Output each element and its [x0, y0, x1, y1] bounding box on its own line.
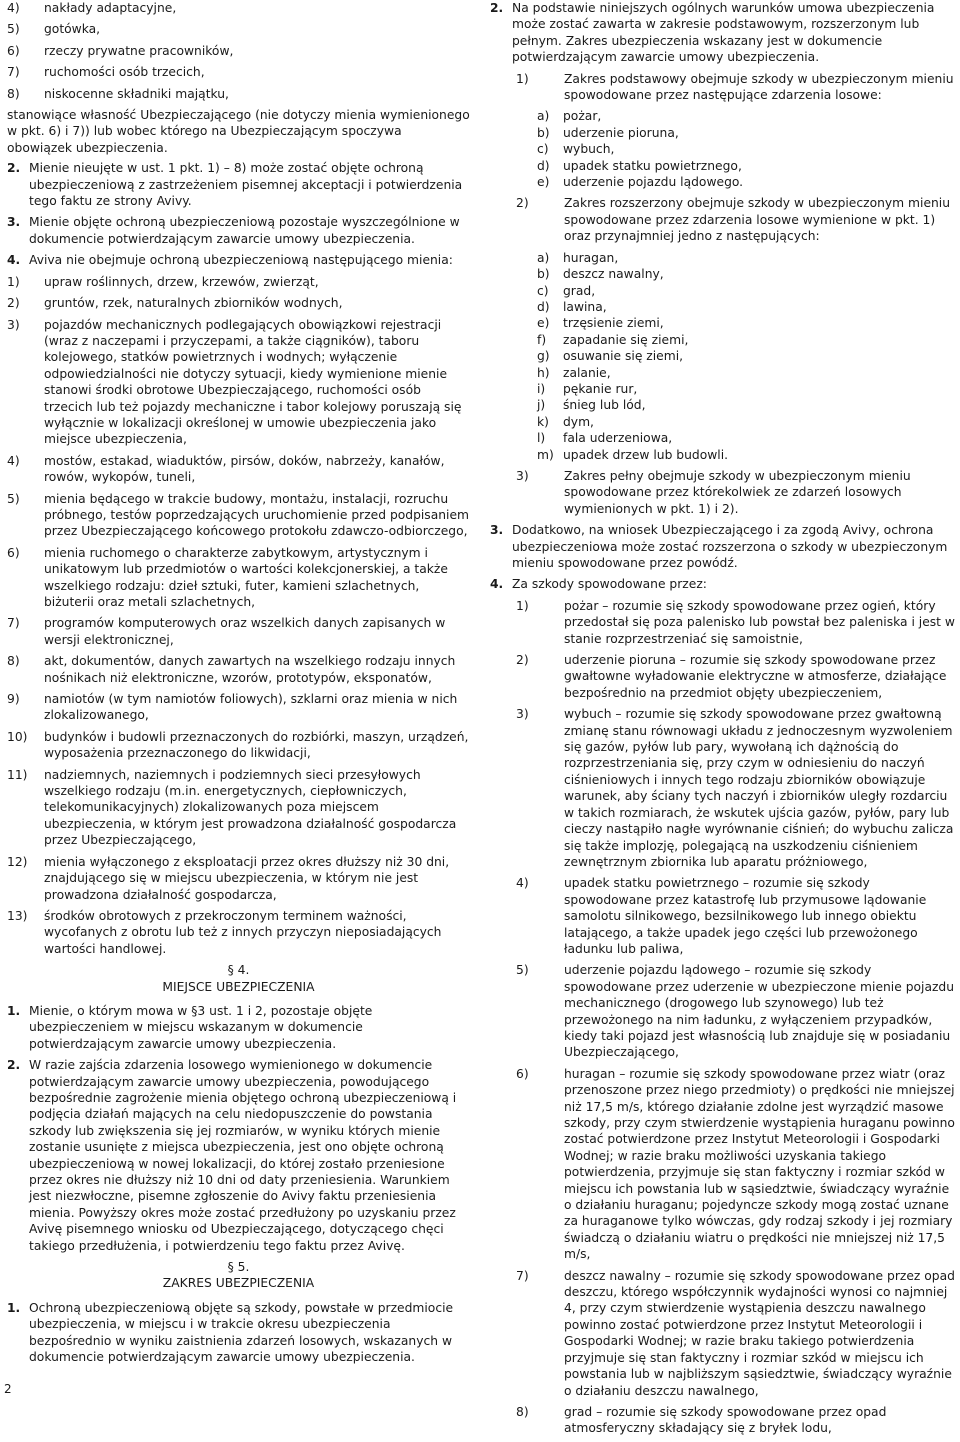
event-item: [537, 299, 955, 315]
item-number: 3): [516, 468, 529, 483]
item-text: deszcz nawalny,: [563, 267, 664, 282]
item-text: pożar – rozumie się szkody spowodowane przez ogień, który przedostał się poza palenisko lub powstał bez paleniska i jest w stanie rozprzestrzeniać się samoistnie,: [564, 598, 955, 646]
item-text: trzęsienie ziemi,: [563, 316, 664, 331]
exclusion-item: [7, 653, 470, 686]
section-paragraph: [7, 252, 470, 268]
item-text: Mienie, o którym mowa w §3 ust. 1 i 2, pozostaje objęte ubezpieczeniem w miejscu wskazanym w dokumencie potwierdzającym zawarcie umowy ubezpieczenia.: [29, 1003, 373, 1051]
item-number: 2): [516, 196, 529, 211]
item-text: deszcz nawalny – rozumie się szkody spowodowane przez opad deszczu, którego współczynnik wydajności wynosi co najmniej 4, przy czym stwierdzenie wystąpienia deszczu nawalnego powinno zostać potwierdzone przez Instytut Meteorologii i Gospodarki Wodnej; w razie braku takiego potwierdzenia przyjmuje się stan faktyczny i rozmiar szkód w miejscu ich powstania lub w najbliższym sąsiedztwie, świadczący wyraźnie o działaniu deszczu nawalnego,: [564, 1268, 955, 1398]
definition-item: [516, 706, 955, 870]
exclusion-item: [7, 453, 470, 486]
item-number: b): [537, 125, 550, 140]
item-number: d): [537, 158, 550, 173]
ownership-paragraph: stanowiące własność Ubezpieczającego (nie dotyczy mienia wymienionego w pkt. 6) i 7)) lub wobec którego na Ubezpieczającym spoczywa obowiązek ubezpieczenia.: [7, 108, 470, 155]
full-scope-item: [516, 468, 955, 517]
section-paragraph: [7, 160, 470, 209]
item-text: wybuch,: [563, 142, 615, 157]
event-item: [537, 174, 955, 190]
item-text: gruntów, rzek, naturalnych zbiorników wodnych,: [44, 296, 343, 311]
left-column: [7, 0, 470, 1370]
item-number: g): [537, 349, 550, 364]
definition-item: [516, 962, 955, 1060]
item-text: Zakres rozszerzony obejmuje szkody w ubezpieczonym mieniu spowodowane przez zdarzenia losowe wymienione w pkt. 1) oraz przynajmniej jedno z następujących:: [564, 196, 951, 244]
item-text: zalanie,: [563, 365, 611, 380]
exclusion-item: [7, 295, 470, 311]
definition-item: [516, 1066, 955, 1263]
item-number: 11): [7, 767, 28, 782]
event-item: [537, 348, 955, 364]
item-text: programów komputerowych oraz wszelkich danych zapisanych w wersji elektronicznej,: [44, 616, 446, 647]
section-text: Na podstawie niniejszych ogólnych warunków umowa ubezpieczenia może zostać zawarta w zakresie podstawowym, rozszerzonym lub pełnym. Zakres ubezpieczenia wskazany jest w dokumencie potwierdzającym zawarcie umowy ubezpieczenia.: [512, 1, 935, 65]
section-text: Za szkody spowodowane przez:: [512, 577, 707, 592]
item-number: e): [537, 316, 550, 331]
list-item: [7, 64, 470, 80]
event-item: [537, 266, 955, 282]
exclusion-item: [7, 908, 470, 957]
item-number: 6): [516, 1066, 529, 1081]
exclusion-item: [7, 491, 470, 540]
event-item: [537, 141, 955, 157]
section-number: 2.: [490, 1, 504, 15]
item-text: mostów, estakad, wiaduktów, pirsów, doków, nabrzeży, kanałów, rowów, wykopów, tuneli,: [44, 453, 445, 485]
item-number: 2): [516, 653, 529, 668]
item-text: uderzenie pioruna,: [563, 125, 679, 140]
definition-item: [516, 652, 955, 701]
item-text: lawina,: [563, 299, 607, 314]
item-number: 4.: [7, 253, 21, 268]
event-item: [537, 447, 955, 463]
event-item: [537, 430, 955, 446]
item-number: i): [537, 381, 546, 396]
item-text: Zakres pełny obejmuje szkody w ubezpieczonym mieniu spowodowane przez którekolwiek ze zdarzeń losowych wymienionych w pkt. 1) i 2).: [564, 468, 911, 516]
item-text: niskocenne składniki majątku,: [44, 86, 229, 101]
item-number: 3.: [7, 215, 21, 230]
item-text: W razie zajścia zdarzenia losowego wymienionego w dokumencie potwierdzającym zawarcie umowy ubezpieczenia, powodującego bezpośrednie zagrożenie mienia objętego ochroną ubezpieczeniową i podjęcia działań mających na celu niedopuszczenie do powstania szkody lub zwiększenia się jej rozmiarów, w wyniku których mienie zostanie usunięte z miejsca ubezpieczenia, jest ono objęte ochroną ubezpieczeniową w nowej lokalizacji, do której zostało przeniesione przez okres nie dłuższy niż 10 dni od daty przeniesienia. Warunkiem jest niezwłoczne, pisemne zgłoszenie do Avivy faktu przeniesienia mienia. Powyższy okres może zostać przedłużony po uzyskaniu przez Avivę pisemnego wniosku od Ubezpieczającego, dotyczącego chęci takiego przedłużenia, i potwierdzeniu tego faktu przez Avivę.: [29, 1058, 457, 1253]
event-item: [537, 397, 955, 413]
item-number: 3): [7, 317, 20, 332]
item-number: 4): [7, 1, 20, 15]
item-number: b): [537, 267, 550, 282]
event-item: [537, 332, 955, 348]
item-text: zapadanie się ziemi,: [563, 332, 689, 347]
section-4-heading: [7, 962, 470, 995]
excluded-property-list: [7, 274, 470, 957]
item-number: 1): [516, 71, 529, 86]
definition-item: [516, 875, 955, 957]
item-number: 6): [7, 43, 20, 58]
exclusion-item: [7, 767, 470, 849]
event-item: [537, 250, 955, 266]
item-number: h): [537, 365, 550, 380]
item-number: f): [537, 332, 547, 347]
section-5-title: ZAKRES UBEZPIECZENIA: [162, 1276, 315, 1291]
item-number: 6): [7, 545, 20, 560]
event-item: [537, 283, 955, 299]
definition-item: [516, 1268, 955, 1399]
item-number: m): [537, 447, 554, 462]
section-5-number: § 5.: [227, 1260, 250, 1275]
item-number: 1.: [7, 1003, 21, 1018]
item-number: 2.: [7, 1058, 21, 1073]
item-number: j): [537, 398, 546, 413]
item-text: osuwanie się ziemi,: [563, 349, 684, 364]
item-text: pojazdów mechanicznych podlegających obowiązkowi rejestracji (wraz z naczepami i przyczepami, a także ciągników), taboru kolejowego, statków powietrznych i wodnych; wyłączenie odpowiedzialności nie dotyczy sytuacji, kiedy wymienione mienie stanowi środki obrotowe Ubezpieczającego, ruchomości osób trzecich lub też pojazdy mechaniczne i tabor kolejowy poruszają się wyłącznie w lokalizacji określonej w umowie ubezpieczenia jako miejsce ubezpieczenia,: [44, 317, 462, 447]
event-item: [537, 158, 955, 174]
section-paragraph: [7, 214, 470, 247]
event-item: [537, 365, 955, 381]
item-text: mienia ruchomego o charakterze zabytkowym, artystycznym i unikatowym lub przedmiotów o wartości kolekcjonerskiej, a także wszelkiego rodzaju: dzieł sztuki, futer, kamieni szlachetnych, biżuterii oraz metali szlachetnych,: [44, 545, 448, 609]
item-text: Mienie nieujęte w ust. 1 pkt. 1) – 8) może zostać objęte ochroną ubezpieczeniową z zastrzeżeniem pisemnej akceptacji i potwierdzenia tego faktu ze strony Avivy.: [29, 161, 463, 209]
exclusion-item: [7, 691, 470, 724]
section-text: Dodatkowo, na wniosek Ubezpieczającego i za zgodą Avivy, ochrona ubezpieczeniowa może zostać rozszerzona o szkody w ubezpieczonym mieniu spowodowane przez powódź.: [512, 523, 948, 570]
item-number: c): [537, 283, 549, 298]
exclusion-item: [7, 854, 470, 903]
item-number: 4): [516, 876, 529, 891]
item-number: a): [537, 109, 550, 124]
item-text: nakłady adaptacyjne,: [44, 1, 177, 15]
exclusion-item: [7, 545, 470, 611]
section-paragraph: [7, 1300, 470, 1366]
item-text: akt, dokumentów, danych zawartych na wszelkiego rodzaju innych nośnikach niż elektroniczne, wzorów, prototypów, eksponatów,: [44, 654, 456, 685]
section-3: [490, 522, 955, 571]
item-text: śnieg lub lód,: [563, 398, 646, 413]
exclusion-item: [7, 274, 470, 290]
item-text: gotówka,: [44, 22, 101, 37]
list-item: [7, 21, 470, 37]
item-text: Mienie objęte ochroną ubezpieczeniową pozostaje wyszczególnione w dokumencie potwierdzającym zawarcie umowy ubezpieczenia.: [29, 215, 460, 246]
item-text: budynków i budowli przeznaczonych do rozbiórki, maszyn, urządzeń, wyposażenia przeznaczonego do likwidacji,: [44, 729, 469, 761]
item-text: namiotów (w tym namiotów foliowych), szklarni oraz mienia w nich zlokalizowanego,: [44, 692, 458, 723]
right-column: [490, 0, 955, 1442]
section-5-heading: [7, 1259, 470, 1292]
paragraph-3-sections: [7, 160, 470, 268]
item-number: 2.: [7, 161, 21, 176]
event-item: [537, 414, 955, 430]
item-text: pękanie rur,: [563, 381, 638, 396]
page-number: 2: [4, 1382, 12, 1396]
definition-item: [516, 1404, 955, 1437]
item-text: pożar,: [563, 109, 602, 124]
exclusion-item: [7, 615, 470, 648]
item-text: upraw roślinnych, drzew, krzewów, zwierząt,: [44, 274, 319, 289]
event-item: [537, 108, 955, 124]
item-text: dym,: [563, 414, 594, 429]
item-number: 7): [7, 616, 20, 631]
list-item: [7, 43, 470, 59]
event-definitions-list: [490, 598, 955, 1437]
item-text: mienia wyłączonego z eksploatacji przez okres dłuższy niż 30 dni, znajdującego się w miejscu ubezpieczenia, w którym nie jest prowadzona działalność gospodarcza,: [44, 854, 450, 902]
item-text: fala uderzeniowa,: [563, 431, 673, 446]
event-item: [537, 315, 955, 331]
item-text: Ochroną ubezpieczeniową objęte są szkody, powstałe w przedmiocie ubezpieczenia, w miejscu i w trakcie okresu ubezpieczenia bezpośrednio w wyniku zaistnienia zdarzeń losowych, wskazanych w dokumencie potwierdzającym zawarcie umowy ubezpieczenia.: [29, 1300, 454, 1365]
extended-scope-item: [516, 195, 955, 244]
item-number: 5): [516, 963, 529, 978]
list-item: [7, 0, 470, 16]
item-number: 8): [516, 1404, 529, 1419]
item-number: a): [537, 250, 550, 265]
item-number: 8): [7, 654, 20, 669]
item-text: grad – rozumie się szkody spowodowane przez opad atmosferyczny składający się z bryłek lodu,: [564, 1404, 887, 1436]
section-4-number: § 4.: [227, 963, 250, 978]
basic-scope-item: [516, 71, 955, 104]
item-text: Aviva nie obejmuje ochroną ubezpieczeniową następującego mienia:: [29, 253, 453, 268]
item-text: ruchomości osób trzecich,: [44, 65, 205, 80]
item-number: 2): [7, 296, 20, 311]
item-text: uderzenie pojazdu lądowego.: [563, 175, 744, 190]
event-item: [537, 381, 955, 397]
item-number: 10): [7, 729, 28, 744]
item-text: upadek drzew lub budowli.: [563, 447, 729, 462]
section-paragraph: [7, 1003, 470, 1052]
item-text: wybuch – rozumie się szkody spowodowane przez gwałtowną zmianę stanu równowagi układu z jednoczesnym wyzwoleniem się gazów, pyłów lub pary, wywołaną ich dążnością do rozprzestrzeniania się, przy czym w odniesieniu do naczyń ciśnieniowych i innych tego rodzaju zbiorników obowiązuje warunek, aby ściany tych naczyń i zbiorników uległy rozdarciu w takich rozmiarach, że wskutek ujścia gazów, pyłów, pary lub cieczy nastąpiło nagłe wyrównanie ciśnień; do wybuchu zalicza się także implozję, polegającą na uszkodzeniu ciśnieniem zewnętrznym zbiornika lub aparatu próżniowego,: [564, 707, 954, 869]
item-number: 1.: [7, 1300, 21, 1315]
item-number: 12): [7, 854, 28, 869]
item-number: e): [537, 175, 550, 190]
item-number: 7): [7, 65, 20, 80]
item-number: 8): [7, 86, 20, 101]
item-number: 1): [516, 598, 529, 613]
paragraph-4-sections: [7, 1003, 470, 1254]
definition-item: [516, 598, 955, 647]
item-text: huragan,: [563, 250, 619, 265]
exclusion-item: [7, 317, 470, 448]
item-number: 13): [7, 908, 28, 923]
item-number: 1): [7, 274, 20, 289]
item-text: mienia będącego w trakcie budowy, montażu, instalacji, rozruchu próbnego, testów poprzedzających uruchomienie przed podpisaniem przez Ubezpieczającego końcowego protokołu zdawczo-odbiorczego,: [44, 491, 470, 539]
section-number: 4.: [490, 577, 504, 592]
basic-scope-events: [490, 108, 955, 190]
item-text: uderzenie pioruna – rozumie się szkody spowodowane przez gwałtowne wyładowanie elektryczne w atmosferze, działające bezpośrednio na przedmiot objęty ubezpieczeniem,: [564, 653, 947, 700]
item-text: Zakres podstawowy obejmuje szkody w ubezpieczonym mieniu spowodowane przez następujące zdarzenia losowe:: [564, 71, 954, 103]
item-number: 4): [7, 453, 20, 468]
section-4-title: MIEJSCE UBEZPIECZENIA: [162, 979, 315, 994]
item-number: k): [537, 414, 549, 429]
item-number: 7): [516, 1268, 529, 1283]
item-number: d): [537, 299, 550, 314]
item-text: grad,: [563, 283, 596, 298]
item-number: 3): [516, 707, 529, 722]
item-number: 9): [7, 692, 20, 707]
exclusion-item: [7, 729, 470, 762]
list-item: [7, 86, 470, 102]
section-paragraph: [7, 1057, 470, 1254]
section-4: [490, 576, 955, 592]
asset-list-continued: [7, 0, 470, 102]
item-text: środków obrotowych z przekroczonym terminem ważności, wycofanych z obrotu lub też z innych przyczyn nieposiadających wartości handlowej.: [44, 908, 442, 956]
section-number: 3.: [490, 523, 504, 538]
item-number: 5): [7, 491, 20, 506]
item-text: rzeczy prywatne pracowników,: [44, 43, 234, 58]
item-text: upadek statku powietrznego – rozumie się szkody spowodowane przez katastrofę lub przymusowe lądowanie samolotu silnikowego, bezsilnikowego lub innego obiektu latającego, a także upadek jego części lub przewożonego ładunku lub paliwa,: [564, 876, 927, 956]
event-item: [537, 125, 955, 141]
item-text: huragan – rozumie się szkody spowodowane przez wiatr (oraz przenoszone przez niego przedmioty) o prędkości nie mniejszej niż 17,5 m/s, którego działanie zdolne jest wyrządzić masowe szkody, przy czym stwierdzenie wystąpienia huraganu powinno zostać potwierdzone przez Instytut Meteorologii i Gospodarki Wodnej; w razie braku możliwości uzyskania takiego potwierdzenia, przyjmuje się stan faktyczny i rozmiar szkód w miejscu ich powstania lub w sąsiedztwie, świadczący wyraźnie o działaniu huraganu; pojedyncze szkody mogą zostać uznane za huraganowe tylko wówczas, gdy rodzaj szkody i jej rozmiary świadczą o działaniu wiatru o prędkości nie mniejszej niż 17,5 m/s,: [564, 1066, 955, 1262]
item-text: nadziemnych, naziemnych i podziemnych sieci przesyłowych wszelkiego rodzaju (m.in. energetycznych, ciepłowniczych, telekomunikacyjnych) zlokalizowanych poza miejscem ubezpieczenia, w którym jest prowadzona działalność gospodarcza przez Ubezpieczającego,: [44, 767, 457, 848]
item-text: upadek statku powietrznego,: [563, 158, 742, 173]
item-number: l): [537, 431, 546, 446]
section-2: [490, 0, 955, 66]
paragraph-5-sections: [7, 1300, 470, 1366]
item-number: 5): [7, 22, 20, 37]
extended-scope-events: [490, 250, 955, 463]
item-number: c): [537, 142, 549, 157]
item-text: uderzenie pojazdu lądowego – rozumie się szkody spowodowane przez uderzenie w ubezpieczone mienie pojazdu mechanicznego (drogowego lub szynowego) lub też przewożonego na nim ładunku, z wyłączeniem przypadków, kiedy taki pojazd jest własnością lub znajduje się w posiadaniu Ubezpieczającego,: [564, 963, 955, 1060]
